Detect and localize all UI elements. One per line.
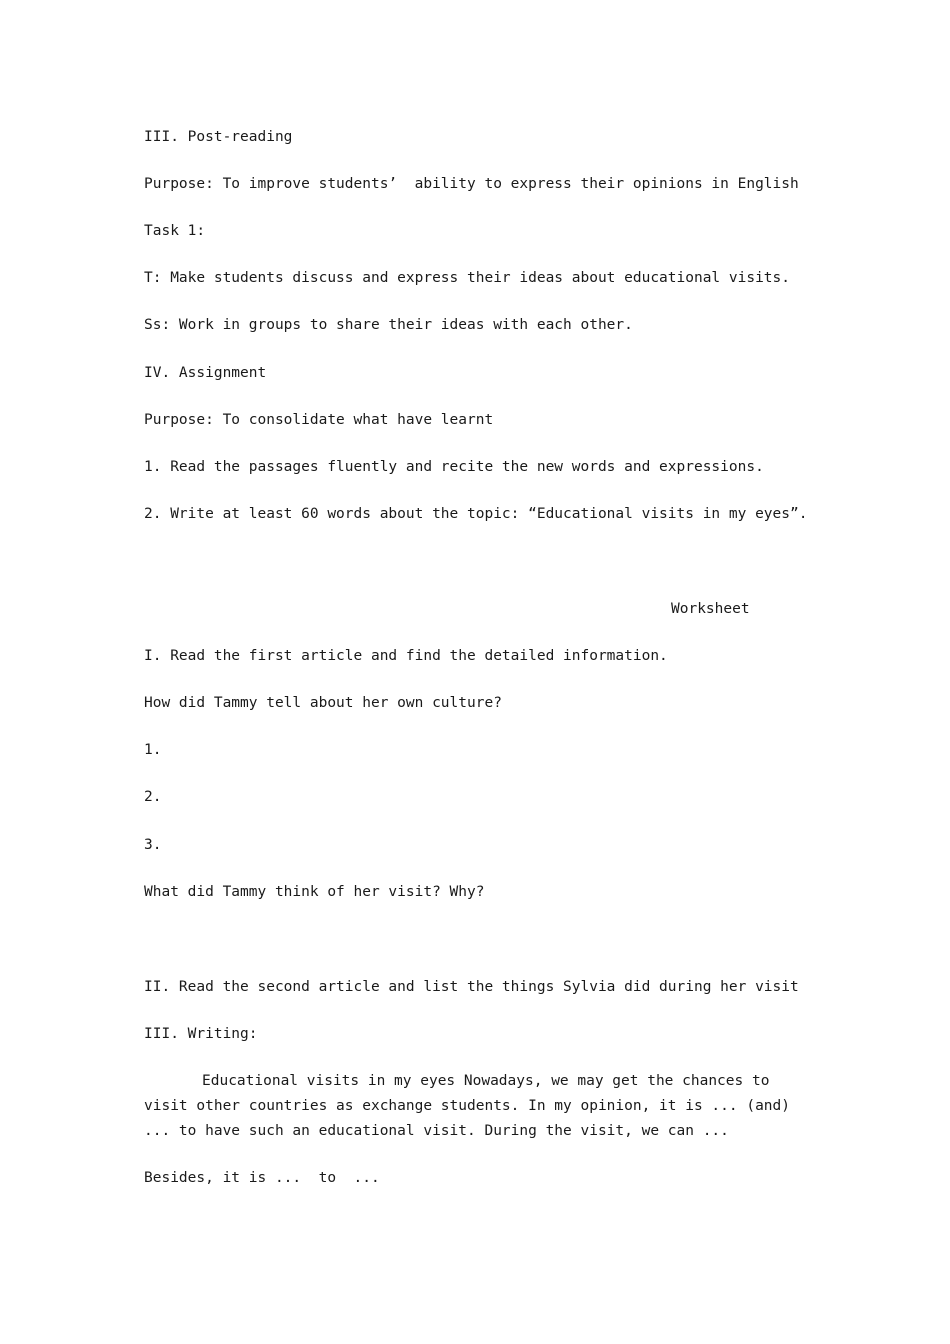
assignment-item: 1. Read the passages fluently and recite the new words and expressions. — [144, 459, 764, 475]
section2-heading: II. Read the second article and list the things Sylvia did during her visit — [144, 979, 799, 995]
answer-blank: 3. — [144, 837, 162, 853]
assignment-item: 2. Write at least 60 words about the topic: “Educational visits in my eyes”. — [144, 506, 808, 522]
assignment-purpose: Purpose: To consolidate what have learnt — [144, 412, 494, 428]
post-reading-heading: III. Post-reading — [144, 129, 293, 145]
answer-blank: 1. — [144, 742, 162, 758]
task-label: Task 1: — [144, 223, 206, 239]
section1-question: How did Tammy tell about her own culture? — [144, 695, 502, 711]
assignment-heading: IV. Assignment — [144, 365, 267, 381]
section1-question: What did Tammy think of her visit? Why? — [144, 884, 485, 900]
students-instruction: Ss: Work in groups to share their ideas with each other. — [144, 317, 633, 333]
writing-prompt-text: Educational visits in my eyes Nowadays, we may get the chances to visit other countries as exchange students. In my opinion, it is ... (and) ... to have such an educational visit. During the visit, we can ... — [144, 1073, 791, 1139]
worksheet-title: Worksheet — [671, 601, 750, 617]
teacher-instruction: T: Make students discuss and express their ideas about educational visits. — [144, 270, 791, 286]
answer-blank: 2. — [144, 789, 162, 805]
section1-heading: I. Read the first article and find the detailed information. — [144, 648, 668, 664]
post-reading-purpose: Purpose: To improve students’ ability to express their opinions in English — [144, 176, 799, 192]
writing-prompt-closing: Besides, it is ... to ... — [144, 1170, 380, 1186]
section3-heading: III. Writing: — [144, 1026, 258, 1042]
writing-prompt-paragraph — [144, 1069, 804, 1144]
